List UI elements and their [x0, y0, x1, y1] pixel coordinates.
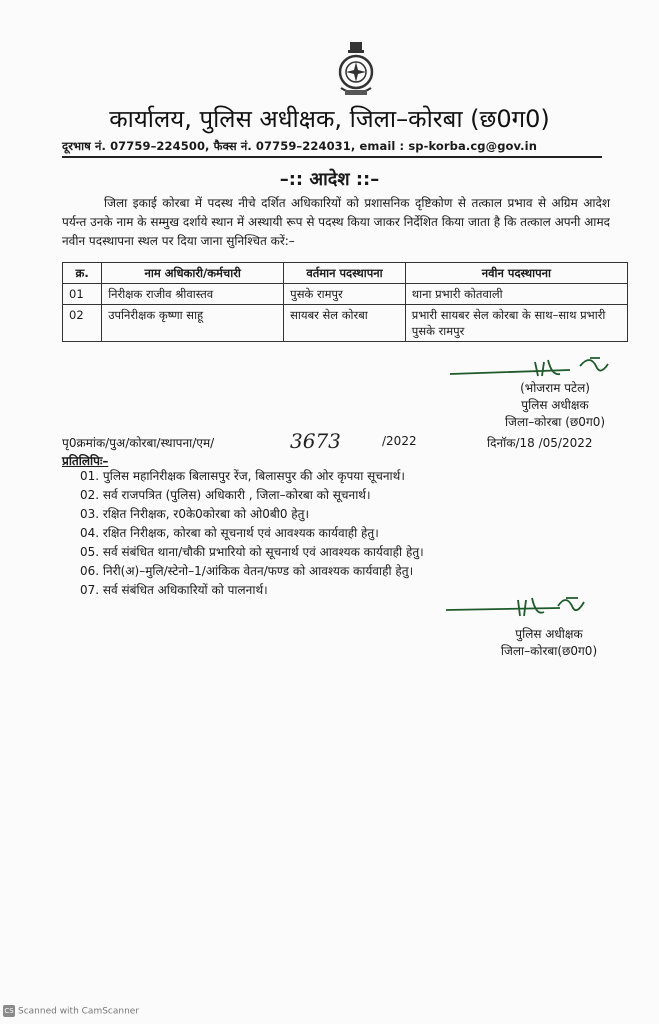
list-item: 04. रक्षित निरीक्षक, कोरबा को सूचनार्थ एवं आवश्यक कार्यवाही हेतु।: [80, 526, 379, 540]
header-divider: [62, 156, 602, 158]
closing-signatory: [474, 626, 624, 660]
copy-to-list: [80, 467, 580, 600]
signature-scribble-icon: [440, 592, 600, 626]
signatory-district: जिला–कोरबा (छ0ग0): [504, 415, 606, 429]
email-address: email : sp-korba.cg@gov.in: [359, 139, 537, 153]
order-intro: [62, 194, 610, 251]
order-heading: –:: आदेश ::–: [279, 169, 380, 190]
signatory-designation: पुलिस अधीक्षक: [521, 398, 589, 412]
reference-year: /2022: [382, 434, 417, 448]
list-item: 01. पुलिस महानिरीक्षक बिलासपुर रेंज, बिलासपुर की ओर कृपया सूचनार्थ।: [80, 469, 405, 483]
table-row: [63, 284, 628, 305]
reference-line: [62, 429, 622, 454]
header-current-posting: वर्तमान पदस्थापना: [284, 263, 406, 284]
signatory-block: [480, 380, 630, 431]
copy-to-label: प्रतिलिपिः–: [62, 454, 109, 468]
cell-new-posting: प्रभारी सायबर सेल कोरबा के साथ–साथ प्रभारी पुसके रामपुर: [405, 305, 627, 342]
reference-date: दिनॉक/18 /05/2022: [487, 436, 593, 450]
header-name: नाम अधिकारी/कर्मचारी: [102, 263, 284, 284]
list-item: 06. निरी(अ)–मुलि/स्टेनो–1/आंकिक वेतन/फण्ड को आवश्यक कार्यवाही हेतु।: [80, 564, 414, 578]
cell-current-posting: सायबर सेल कोरबा: [284, 305, 406, 342]
order-intro-text: जिला इकाई कोरबा में पदस्थ नीचे दर्शित अधिकारियों को प्रशासनिक दृष्टिकोण से तत्काल प्रभाव से अग्रिम आदेश पर्यन्त उनके नाम के सम्मुख दर्शाये स्थान में अस्थायी रूप से पदस्थ किया जाकर निर्देशित किया जाता है कि तत्काल अपनी आमद नवीन पदस्थापना स्थल पर दिया जाना सुनिश्चित करें:–: [62, 196, 610, 248]
signatory-name: (भोजराम पटेल): [520, 381, 590, 395]
reference-prefix: पृ0क्रमांक/पुअ/कोरबा/स्थापना/एम/: [62, 436, 215, 450]
cell-serial: 01: [63, 284, 102, 305]
police-emblem-icon: [333, 40, 379, 98]
fax-number: फैक्स नं. 07759–224031,: [213, 139, 356, 153]
camscanner-logo-icon: CS: [4, 1007, 14, 1015]
posting-table: [62, 262, 628, 342]
cell-current-posting: पुसके रामपुर: [284, 284, 406, 305]
cell-name: निरीक्षक राजीव श्रीवास्तव: [102, 284, 284, 305]
cell-new-posting: थाना प्रभारी कोतवाली: [405, 284, 627, 305]
list-item: 07. सर्व संबंधित अधिकारियों को पालनार्थ।: [80, 583, 268, 597]
closing-district: जिला–कोरबा(छ0ग0): [500, 644, 598, 658]
header-new-posting: नवीन पदस्थापना: [405, 263, 627, 284]
list-item: 05. सर्व संबंधित थाना/चौकी प्रभारियो को सूचनार्थ एवं आवश्यक कार्यवाही हेतु।: [80, 545, 424, 559]
office-title: कार्यालय, पुलिस अधीक्षक, जिला–कोरबा (छ0ग0): [109, 105, 550, 133]
header-serial: क्र.: [63, 263, 102, 284]
list-item: 03. रक्षित निरीक्षक, र0के0कोरबा को ओ0बी0 हेतु।: [80, 507, 310, 521]
list-item: 02. सर्व राजपत्रित (पुलिस) अधिकारी , जिला–कोरबा को सूचनार्थ।: [80, 488, 371, 502]
table-row: [63, 305, 628, 342]
cell-serial: 02: [63, 305, 102, 342]
scanner-text: Scanned with CamScanner: [18, 1006, 140, 1017]
table-header-row: [63, 263, 628, 284]
contact-line: [62, 139, 602, 154]
scanner-watermark: [3, 1005, 139, 1021]
cell-name: उपनिरीक्षक कृष्णा साहू: [102, 305, 284, 342]
reference-number: 3673: [290, 429, 341, 453]
phone-number: दूरभाष नं. 07759–224500,: [62, 139, 210, 153]
closing-designation: पुलिस अधीक्षक: [515, 627, 583, 641]
